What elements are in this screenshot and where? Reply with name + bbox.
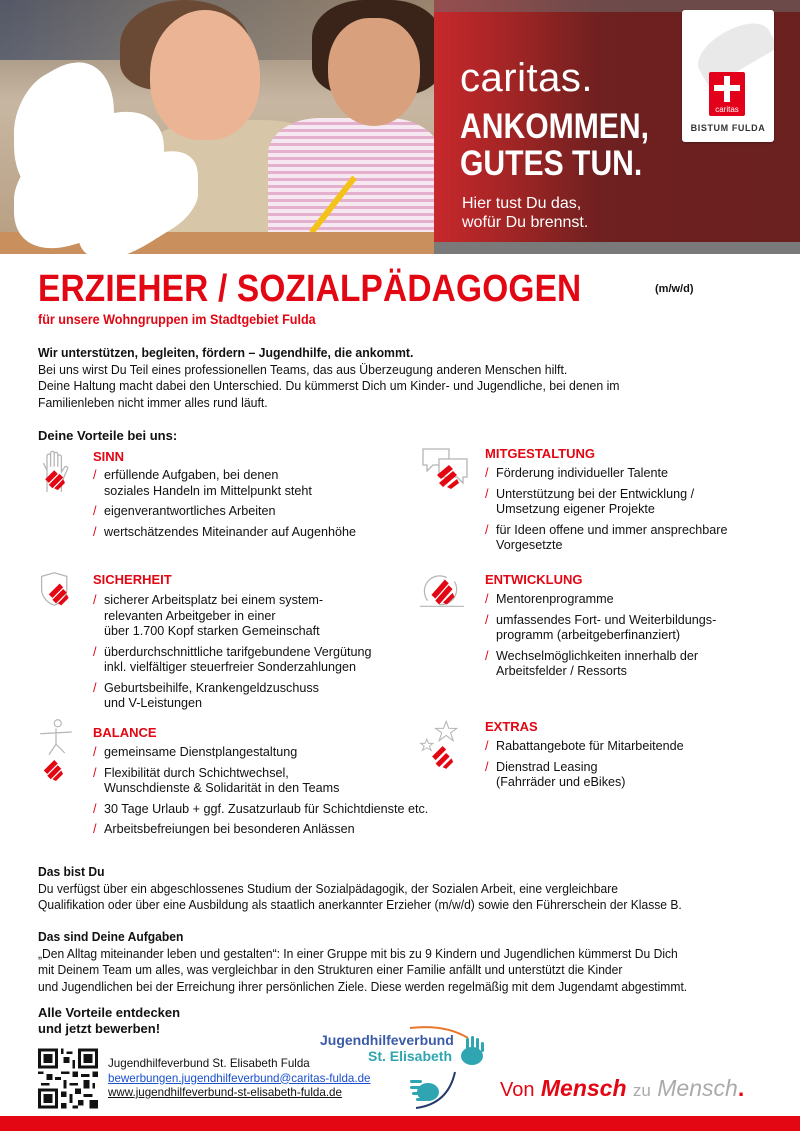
benefit-item: / Geburtsbeihilfe, Krankengeldzuschuss und V-Leistungen bbox=[93, 680, 319, 710]
call-to-action bbox=[38, 1005, 180, 1037]
stars-icon bbox=[418, 718, 462, 774]
benefit-item: / umfassendes Fort- und Weiterbildungs- programm (arbeitgeberfinanziert) bbox=[485, 612, 717, 642]
benefit-item: / für Ideen offene und immer ansprechbare Vorgesetzte bbox=[485, 522, 728, 552]
benefit-list bbox=[485, 739, 795, 796]
cta-line: Alle Vorteile entdecken bbox=[38, 1005, 181, 1020]
contact-org: Jugendhilfeverbund St. Elisabeth Fulda bbox=[108, 1057, 310, 1070]
intro-lead: Wir unterstützen, begleiten, fördern – Jugendhilfe, die ankommt. bbox=[38, 345, 414, 360]
job-title: ERZIEHER / SOZIALPÄDAGOGEN bbox=[38, 268, 582, 310]
benefit-item: / überdurchschnittliche tarifgebundene Vergütung inkl. vielfältiger steuerfreier Sonderzahlungen bbox=[93, 644, 372, 674]
job-subtitle: für unsere Wohngruppen im Stadtgebiet Fulda bbox=[38, 311, 316, 327]
hero-grey-band bbox=[434, 242, 800, 254]
benefit-block-sicherheit bbox=[38, 571, 418, 716]
benefit-block-entwicklung bbox=[418, 571, 798, 691]
benefit-item: / Arbeitsbefreiungen bei besonderen Anlässen bbox=[93, 822, 355, 836]
profile-section bbox=[38, 864, 717, 914]
benefit-item: / gemeinsame Dienstplangestaltung bbox=[93, 745, 298, 759]
benefit-item: / Mentorenprogramme bbox=[485, 592, 614, 606]
benefit-block-extras bbox=[418, 718, 798, 798]
benefit-heading: ENTWICKLUNG bbox=[485, 572, 583, 587]
benefit-list bbox=[93, 745, 463, 843]
footer-bar bbox=[0, 1116, 800, 1131]
tagline-zu: zu bbox=[632, 1081, 651, 1100]
benefit-item: / Förderung individueller Talente bbox=[485, 466, 668, 480]
speech-bubbles-icon bbox=[418, 445, 470, 491]
benefits-title: Deine Vorteile bei uns: bbox=[38, 428, 178, 443]
hero-photo-woman-face bbox=[150, 10, 260, 140]
benefit-heading: MITGESTALTUNG bbox=[485, 446, 596, 461]
benefit-item: / Dienstrad Leasing (Fahrräder und eBikes) bbox=[485, 759, 626, 789]
benefit-item: / Flexibilität durch Schichtwechsel, Wunschdienste & Solidarität in den Teams bbox=[93, 765, 340, 795]
benefit-item: / sicherer Arbeitsplatz bei einem system- relevanten Arbeitgeber in einer über 1.700 Kopf starken Gemeinschaft bbox=[93, 593, 324, 638]
benefit-list bbox=[93, 593, 423, 717]
cycle-arrows-icon bbox=[418, 571, 466, 611]
hero-slogan-line: GUTES TUN. bbox=[460, 144, 643, 183]
section-line: mit Deinem Team um alles, was vergleichbar in den Strukturen einer Familie anfällt und unterstützt die Kinder bbox=[38, 962, 623, 977]
intro-line: Familienleben nicht immer alles rund läuft. bbox=[38, 394, 268, 410]
qr-code[interactable] bbox=[38, 1047, 98, 1110]
benefit-block-sinn bbox=[38, 448, 408, 558]
logo-line-2: St. Elisabeth bbox=[368, 1048, 453, 1064]
hero-subslogan-line: Hier tust Du das, bbox=[462, 195, 582, 212]
benefit-list bbox=[93, 468, 413, 545]
section-heading: Das sind Deine Aufgaben bbox=[38, 929, 184, 944]
gender-suffix: (m/w/d) bbox=[655, 283, 694, 295]
shield-icon bbox=[38, 571, 74, 607]
section-line: „Den Alltag miteinander leben und gestalten“: In einer Gruppe mit bis zu 9 Kindern und Jugendlichen kümmerst Du Dich bbox=[38, 945, 678, 961]
hero-subslogan bbox=[462, 194, 588, 232]
caritas-logo bbox=[682, 10, 774, 142]
hand-icon bbox=[38, 448, 74, 498]
hero-photo-girl-face bbox=[328, 18, 420, 126]
benefit-heading: EXTRAS bbox=[485, 719, 538, 734]
benefit-item: / erfüllende Aufgaben, bei denen soziales Handeln im Mittelpunkt steht bbox=[93, 468, 312, 498]
tagline bbox=[500, 1075, 744, 1102]
logo-line-1: Jugendhilfeverbund bbox=[320, 1032, 454, 1048]
tagline-von: Von bbox=[500, 1079, 535, 1101]
contact-email-link[interactable]: bewerbungen.jugendhilfeverbund@caritas-fulda.de bbox=[108, 1071, 371, 1085]
tagline-mensch: Mensch bbox=[657, 1075, 738, 1101]
balance-figure-icon bbox=[38, 718, 74, 788]
tagline-dot: . bbox=[737, 1075, 745, 1101]
benefit-list bbox=[485, 466, 795, 559]
benefit-item: / Rabattangebote für Mitarbeitende bbox=[485, 739, 684, 753]
logo-org-name: BISTUM FULDA bbox=[690, 123, 766, 133]
benefit-heading: SICHERHEIT bbox=[93, 572, 172, 587]
benefit-item: / eigenverantwortliches Arbeiten bbox=[93, 504, 276, 518]
contact-website-link[interactable]: www.jugendhilfeverbund-st-elisabeth-fulda.de bbox=[108, 1086, 342, 1099]
benefit-heading: BALANCE bbox=[93, 725, 157, 740]
benefit-list bbox=[485, 592, 795, 685]
benefit-item: / Wechselmöglichkeiten innerhalb der Arbeitsfelder / Ressorts bbox=[485, 648, 699, 678]
benefit-item: / Unterstützung bei der Entwicklung / Umsetzung eigener Projekte bbox=[485, 486, 695, 516]
hero-slogan-line: ANKOMMEN, bbox=[460, 107, 649, 146]
intro-line: Deine Haltung macht dabei den Unterschied. Du kümmerst Dich um Kinder- und Jugendliche, bei denen im bbox=[38, 378, 620, 393]
cta-line: und jetzt bewerben! bbox=[38, 1021, 161, 1036]
benefit-block-balance bbox=[38, 718, 458, 843]
hero-subslogan-line: wofür Du brennst. bbox=[462, 214, 589, 231]
section-line: Qualifikation oder über eine Ausbildung als staatlich anerkannter Erzieher (m/w/d) sowie den Führerschein der Klasse B. bbox=[38, 897, 682, 912]
tasks-section bbox=[38, 929, 717, 995]
benefit-item: / 30 Tage Urlaub + ggf. Zusatzurlaub für Schichtdienste etc. bbox=[93, 801, 429, 816]
caritas-cross-icon bbox=[709, 72, 745, 116]
benefit-item: / wertschätzendes Miteinander auf Augenhöhe bbox=[93, 524, 357, 539]
section-heading: Das bist Du bbox=[38, 864, 105, 879]
benefit-block-mitgestaltung bbox=[418, 445, 798, 560]
section-line: und Jugendlichen bei der Erreichung ihrer persönlichen Ziele. Diese werden regelmäßig mit dem Jugendamt abgestimmt. bbox=[38, 978, 688, 994]
section-line: Du verfügst über ein abgeschlossenes Studium der Sozialpädagogik, der Sozialen Arbeit, eine vergleichbare bbox=[38, 880, 619, 896]
hero-banner bbox=[0, 0, 800, 254]
logo-mark-text: caritas bbox=[715, 105, 739, 114]
intro-text bbox=[38, 345, 708, 411]
hero-slogan bbox=[460, 108, 649, 182]
intro-line: Bei uns wirst Du Teil eines professionellen Teams, das aus Überzeugung anderen Menschen hilft. bbox=[38, 361, 568, 377]
brand-wordmark: caritas. bbox=[460, 56, 593, 100]
tagline-mensch: Mensch bbox=[540, 1075, 627, 1101]
benefit-heading: SINN bbox=[93, 449, 125, 464]
